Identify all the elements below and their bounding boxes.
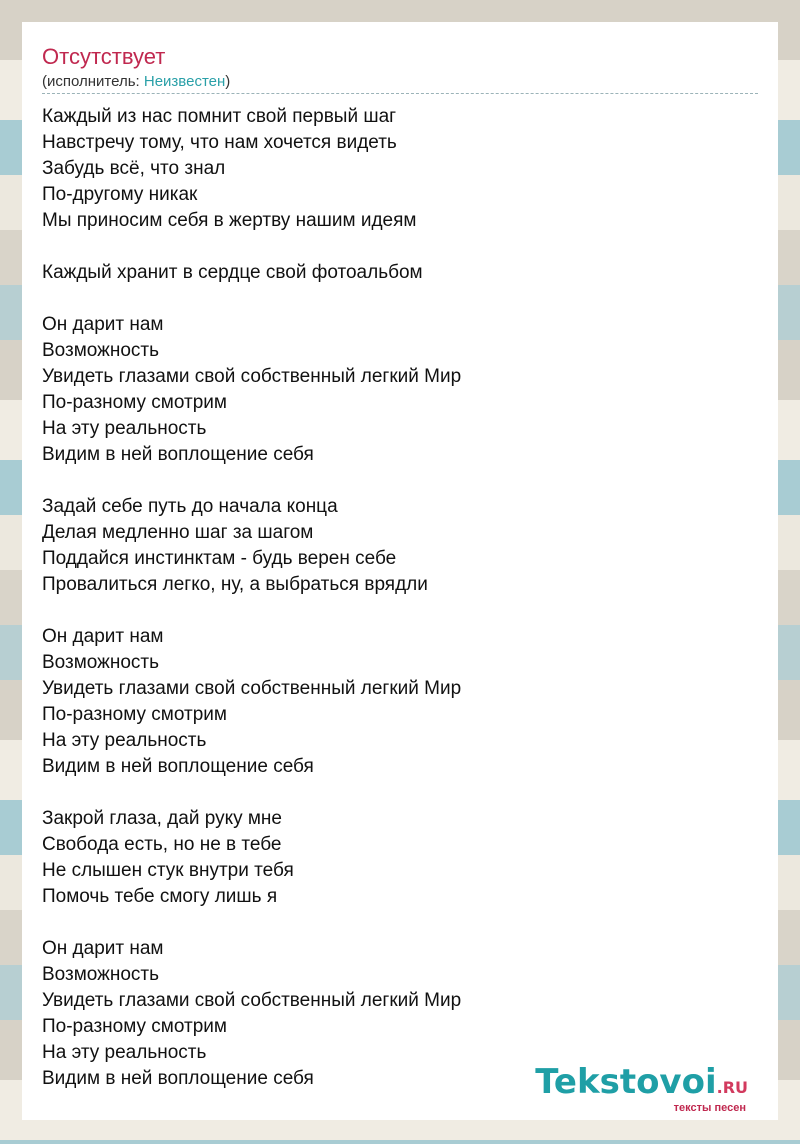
lyrics-card [22,22,778,1120]
lyric-line: Видим в ней воплощение себя [42,756,314,777]
stanza-break [42,910,758,936]
lyric-line: Увидеть глазами свой собственный легкий Мир [42,678,462,699]
lyric-line: Видим в ней воплощение себя [42,444,314,465]
stanza-break [42,234,758,260]
lyric-line: По-разному смотрим [42,392,227,413]
lyric-line: Помочь тебе смогу лишь я [42,886,278,907]
lyric-line: По-разному смотрим [42,1016,227,1037]
artist-link[interactable]: Неизвестен [143,73,226,90]
lyric-line: На эту реальность [42,730,207,751]
lyric-line: Задай себе путь до начала конца [42,496,338,517]
lyric-line: Каждый хранит в сердце свой фотоальбом [42,262,423,283]
lyric-line: Возможность [42,652,160,673]
stanza-break [42,468,758,494]
lyric-line: По-разному смотрим [42,704,227,725]
artist-suffix: ) [225,73,231,90]
logo-tagline: тексты песен [673,1102,746,1114]
lyric-line: Забудь всё, что знал [42,158,226,179]
stanza-break [42,598,758,624]
lyric-line: На эту реальность [42,418,207,439]
lyric-line: Возможность [42,964,160,985]
lyrics-text [42,104,758,1092]
lyric-line: Он дарит нам [42,626,164,647]
lyric-line: На эту реальность [42,1042,207,1063]
lyric-line: Увидеть глазами свой собственный легкий Мир [42,366,462,387]
lyric-line: Навстречу тому, что нам хочется видеть [42,132,397,153]
song-title: Отсутствует [42,44,166,69]
lyric-line: Он дарит нам [42,314,164,335]
lyric-line: По-другому никак [42,184,198,205]
lyric-line: Мы приносим себя в жертву нашим идеям [42,210,417,231]
lyric-line: Закрой глаза, дай руку мне [42,808,282,829]
artist-line [42,73,230,91]
lyric-line: Делая медленно шаг за шагом [42,522,314,543]
lyric-line: Каждый из нас помнит свой первый шаг [42,106,397,127]
lyric-line: Поддайся инстинктам - будь верен себе [42,548,397,569]
logo-name: Tekstovoi [535,1062,717,1102]
logo-tld: .RU [716,1078,748,1097]
site-logo[interactable] [535,1064,748,1114]
lyric-line: Увидеть глазами свой собственный легкий Мир [42,990,462,1011]
lyric-line: Видим в ней воплощение себя [42,1068,314,1089]
stanza-break [42,780,758,806]
lyric-line: Свобода есть, но не в тебе [42,834,282,855]
lyric-line: Возможность [42,340,160,361]
lyric-line: Не слышен стук внутри тебя [42,860,294,881]
stanza-break [42,286,758,312]
lyric-line: Провалиться легко, ну, а выбраться врядли [42,574,428,595]
divider [42,93,758,94]
lyric-line: Он дарит нам [42,938,164,959]
logo-wordmark [535,1064,748,1106]
artist-prefix: (исполнитель: [42,73,144,90]
